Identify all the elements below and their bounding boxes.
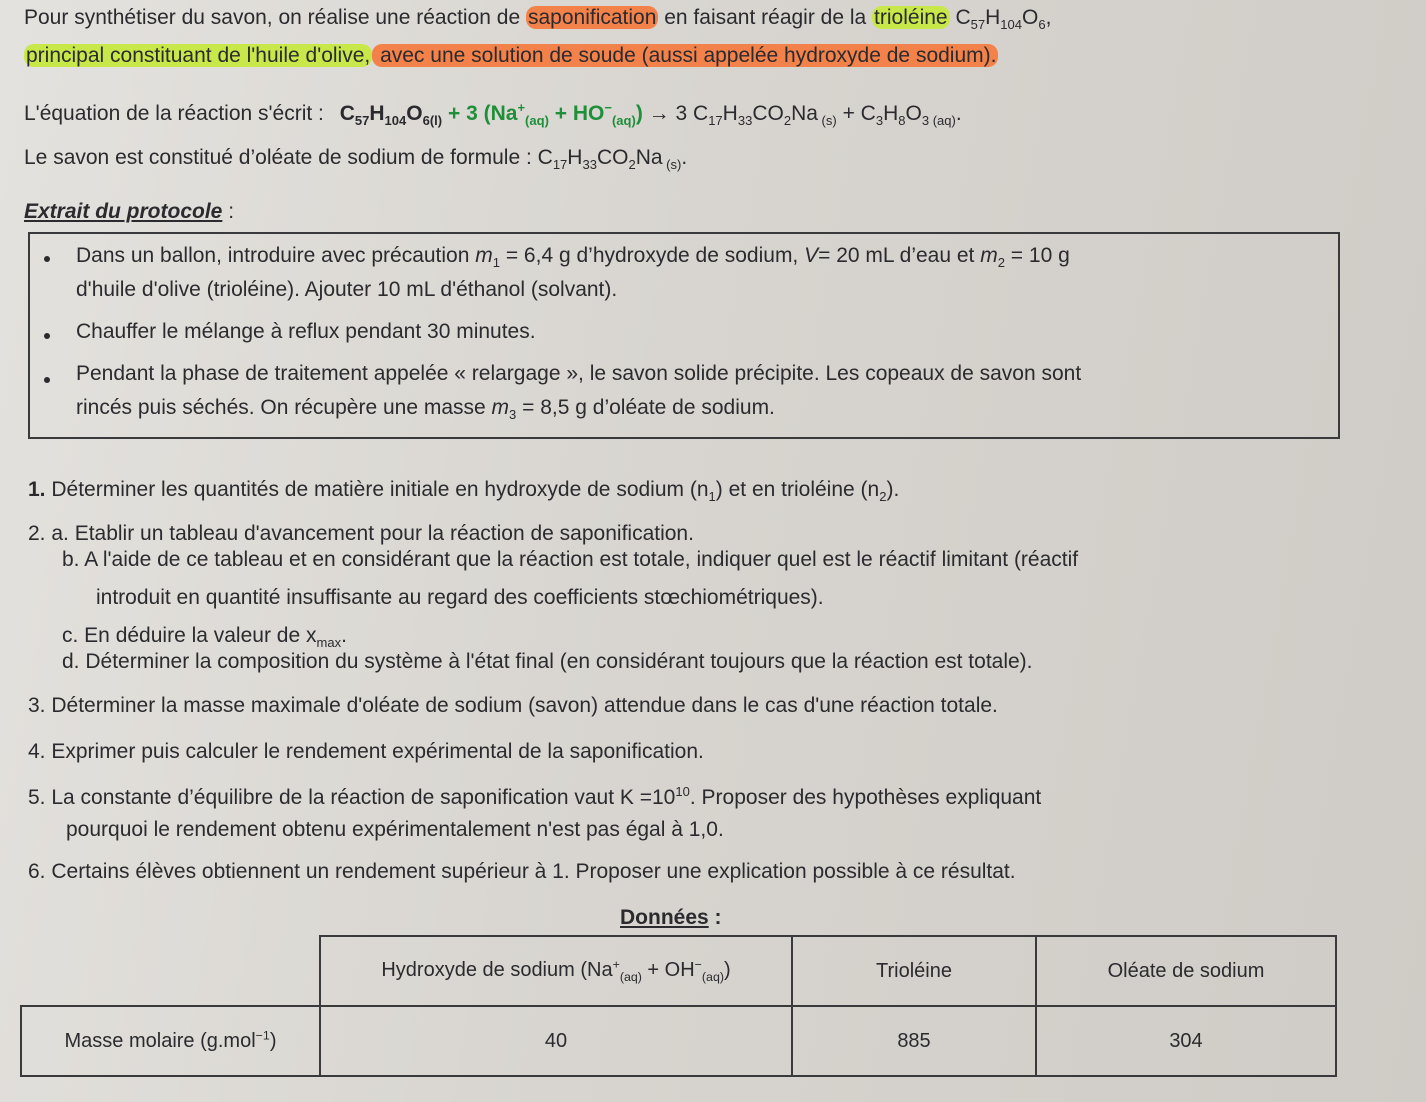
q2c-text: c. En déduire la valeur de $x_{max}$. <box>62 624 347 651</box>
equation-lhs-soude: + 3 $(Na^+_{(aq)} + HO^-_{(aq)})$ <box>447 100 643 129</box>
table-header-row <box>21 936 1336 1006</box>
question-6 <box>28 860 1016 884</box>
highlight-saponification: saponification <box>527 6 657 29</box>
q3-text: 3. Déterminer la masse maximale d'oléate de sodium (savon) attendue dans le cas d'une réaction totale. <box>28 694 998 717</box>
data-title-suffix: : <box>708 906 722 929</box>
reaction-equation <box>24 100 962 128</box>
protocol-b1-l1: Dans un ballon, introduire avec précaution $m_1 = 6,4$ g d’hydroxyde de sodium, V= 20 mL d’eau et $m_2 = 10$ g <box>76 244 1070 271</box>
question-2b-line-1 <box>62 548 1078 572</box>
q5-l2-text: pourquoi le rendement obtenu expérimentalement n'est pas égal à 1,0. <box>66 818 724 841</box>
intro-text-b: en faisant réagir de la <box>658 6 873 29</box>
q1-text: 1. Déterminer les quantités de matière initiale en hydroxyde de sodium $(n_1)$ et en trioléine $(n_2)$. <box>28 478 900 505</box>
intro-line-1 <box>24 6 1416 32</box>
question-2c <box>62 624 347 650</box>
question-2a <box>28 522 694 546</box>
equation-rhs: 3 $C_{17}H_{33}CO_2Na$ $_{(s)} + C_3H_8O_{3 (aq)}$. <box>675 102 962 129</box>
value-oleate: 304 <box>1036 1006 1336 1076</box>
protocol-b2: Chauffer le mélange à reflux pendant 30 minutes. <box>76 320 536 343</box>
highlight-trioleine: trioléine <box>874 6 948 29</box>
table-header-naoh <box>320 936 792 1006</box>
q2b-l2-text: introduit en quantité insuffisante au regard des coefficients stœchiométriques). <box>96 586 824 609</box>
equation-prefix: L'équation de la réaction s'écrit : <box>24 102 324 125</box>
q4-text: 4. Exprimer puis calculer le rendement expérimental de la saponification. <box>28 740 704 763</box>
question-5-line-2 <box>66 818 724 842</box>
protocol-b1-l2: d'huile d'olive (trioléine). Ajouter 10 mL d'éthanol (solvant). <box>76 278 618 301</box>
table-corner-cell <box>21 936 320 1006</box>
soap-text: Le savon est constitué d’oléate de sodium de formule : $C_{17}H_{33}CO_2Na$ $_{(s)}$. <box>24 146 688 173</box>
q2d-text: d. Déterminer la composition du système à l'état final (en considérant toujours que la réaction est totale). <box>62 650 1033 673</box>
question-1 <box>28 478 899 504</box>
value-naoh: 40 <box>320 1006 792 1076</box>
table-row-label <box>21 1006 320 1076</box>
protocol-bullet-3-line-2 <box>76 396 775 422</box>
protocol-bullet-3-line-1 <box>76 362 1081 386</box>
protocol-b3-l1: Pendant la phase de traitement appelée « relargage », le savon solide précipite. Les copeaux de savon sont <box>76 362 1082 385</box>
protocol-bullet-2 <box>76 320 536 344</box>
table-row <box>21 1006 1336 1076</box>
data-title: Données <box>620 906 709 929</box>
table-header-trioleine: Trioléine <box>792 936 1036 1006</box>
bullet-icon <box>44 256 50 262</box>
protocol-bullet-1-line-1 <box>76 244 1326 270</box>
equation-lhs-trioleine: $C_{57}H_{104}O_{6(l)}$ <box>339 102 443 129</box>
question-3 <box>28 694 998 718</box>
molar-mass-table <box>20 935 1337 1077</box>
intro-line-2 <box>24 44 998 68</box>
protocol-title-suffix: : <box>222 200 235 223</box>
equation-arrow-icon: → <box>648 102 676 125</box>
row-label-text: Masse molaire (g.mol$^{-1}$) <box>64 1028 277 1053</box>
soap-formula-line <box>24 146 687 172</box>
q2a-text: 2. a. Etablir un tableau d'avancement pour la réaction de saponification. <box>28 522 694 545</box>
protocol-b3-l2: rincés puis séchés. On récupère une masse $m_3 = 8,5$ g d’oléate de sodium. <box>76 396 775 423</box>
protocol-bullet-1-line-2 <box>76 278 617 302</box>
q6-text: 6. Certains élèves obtiennent un rendement supérieur à 1. Proposer une explication possible à ce résultat. <box>28 860 1016 883</box>
question-5-line-1 <box>28 784 1041 810</box>
question-2b-line-2 <box>96 586 824 610</box>
data-heading <box>620 906 722 930</box>
table-header-oleate: Oléate de sodium <box>1036 936 1336 1006</box>
protocol-heading <box>24 200 234 224</box>
q5-l1-text: 5. La constante d’équilibre de la réaction de saponification vaut $K =10^{10}$. Proposer des hypothèses expliquant <box>28 784 1042 809</box>
intro-text-a: Pour synthétiser du savon, on réalise une réaction de <box>24 6 526 29</box>
protocol-title: Extrait du protocole <box>24 200 223 223</box>
question-4 <box>28 740 704 764</box>
question-2d <box>62 650 1033 674</box>
highlight-olive-oil: principal constituant de l'huile d'olive, <box>26 44 371 67</box>
bullet-icon <box>44 377 50 383</box>
highlight-soude: avec une solution de soude (aussi appelée hydroxyde de sodium). <box>374 44 997 67</box>
trioleine-formula: $C_{57}H_{104}O_6$, <box>955 6 1052 33</box>
q2b-l1-text: b. A l'aide de ce tableau et en considérant que la réaction est totale, indiquer quel est le réactif limitant (réactif <box>62 548 1079 571</box>
value-trioleine: 885 <box>792 1006 1036 1076</box>
bullet-icon <box>44 333 50 339</box>
naoh-header-text: Hydroxyde de sodium $(Na^+_{(aq)} + OH^-_{(aq)})$ <box>381 957 731 985</box>
